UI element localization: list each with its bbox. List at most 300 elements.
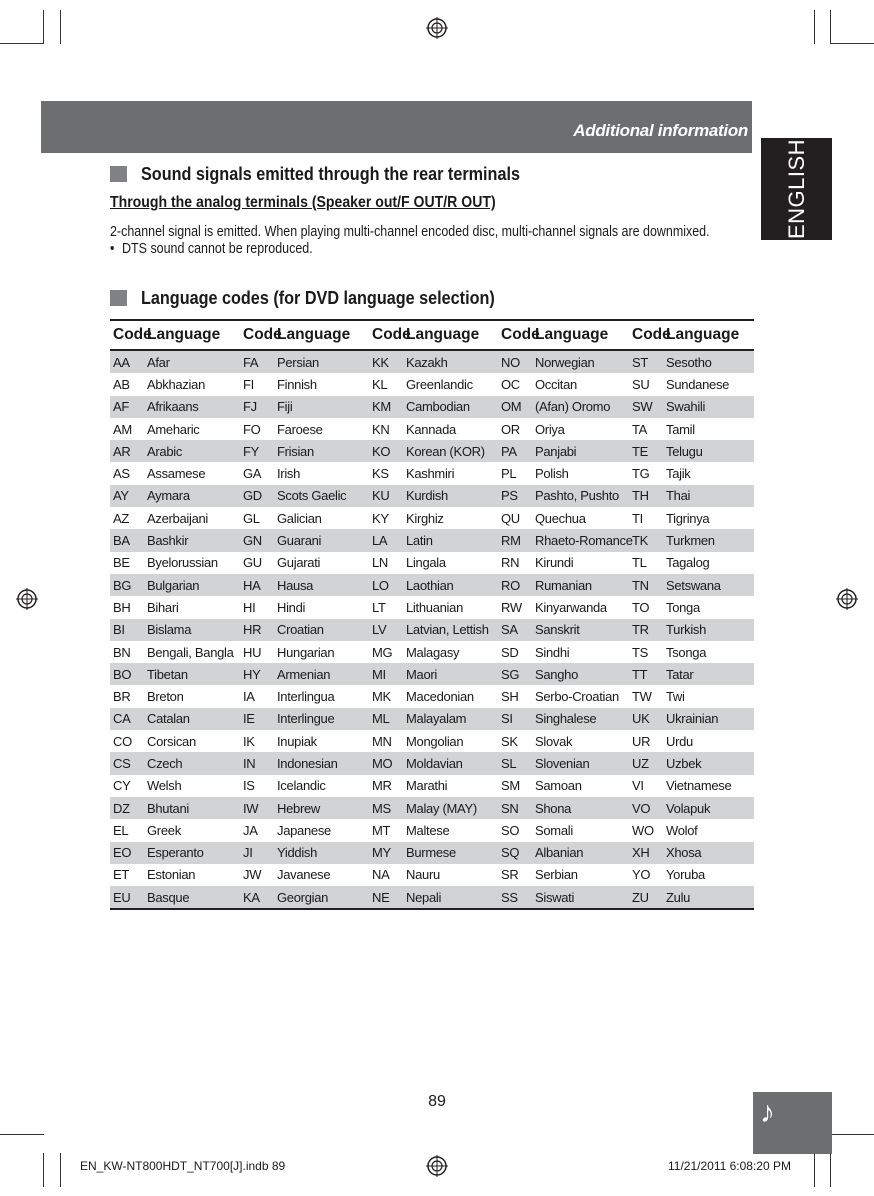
language-code-cell: KY [372, 510, 389, 526]
header-language: Language [532, 320, 629, 350]
table-row [110, 752, 754, 774]
language-name-cell: Kinyarwanda [535, 599, 607, 615]
header-title: Additional information [573, 121, 748, 140]
language-code-cell: LO [369, 574, 403, 596]
language-code-cell: SQ [498, 842, 532, 864]
language-name-cell: Volapuk [663, 797, 754, 819]
crop-mark [814, 1153, 815, 1187]
language-name-cell: Bulgarian [144, 574, 240, 596]
table-row [110, 819, 754, 841]
language-code-cell: TI [632, 510, 643, 526]
language-code-cell: FI [243, 376, 254, 392]
language-code-cell: IE [240, 708, 274, 730]
language-name-cell: Laothian [403, 574, 498, 596]
language-code-cell: ST [629, 350, 663, 373]
table-row [110, 485, 754, 507]
language-code-cell: TW [632, 689, 652, 705]
language-code-cell: KM [369, 396, 403, 418]
language-name-cell: Twi [666, 689, 685, 705]
language-name-cell: Indonesian [274, 752, 369, 774]
language-code-cell: WO [632, 822, 654, 838]
language-name-cell: Samoan [535, 778, 582, 794]
table-row [110, 619, 754, 641]
crop-mark [830, 1153, 831, 1187]
language-code-cell: UR [632, 733, 651, 749]
language-name-cell: Vietnamese [666, 778, 732, 794]
language-name-cell: Urdu [666, 733, 693, 749]
language-code-cell: KS [372, 466, 389, 482]
language-code-cell: RW [501, 599, 522, 615]
language-code-cell: IK [243, 733, 255, 749]
language-name-cell: Nauru [406, 867, 440, 883]
language-code-cell: SO [501, 822, 520, 838]
language-name-cell: Malay (MAY) [403, 797, 498, 819]
language-code-cell: NE [369, 886, 403, 909]
language-code-cell: KA [240, 886, 274, 909]
language-name-cell: Sindhi [535, 644, 570, 660]
language-code-cell: KN [372, 421, 390, 437]
table-row [110, 641, 754, 663]
language-code-cell: TN [629, 574, 663, 596]
language-name-cell: Galician [277, 510, 322, 526]
language-code-cell: CA [110, 708, 144, 730]
language-name-cell: Interlingue [274, 708, 369, 730]
language-name-cell: Panjabi [532, 440, 629, 462]
language-code-table [110, 319, 754, 910]
language-name-cell: Singhalese [532, 708, 629, 730]
header-code: Code [629, 320, 663, 350]
language-name-cell: Bihari [147, 599, 179, 615]
language-name-cell: Cambodian [403, 396, 498, 418]
registration-mark-icon [426, 1155, 448, 1177]
language-name-cell: Arabic [144, 440, 240, 462]
language-name-cell: Sanskrit [532, 619, 629, 641]
language-code-cell: NA [372, 867, 390, 883]
language-name-cell: Guarani [274, 529, 369, 551]
language-name-cell: Czech [144, 752, 240, 774]
table-row [110, 552, 754, 574]
header-code: Code [110, 320, 144, 350]
language-code-cell: EU [110, 886, 144, 909]
language-name-cell: Serbian [535, 867, 578, 883]
registration-mark-icon [426, 17, 448, 39]
table-row [110, 708, 754, 730]
registration-mark-icon [836, 588, 858, 610]
crop-mark [43, 1153, 44, 1187]
language-code-cell: KO [369, 440, 403, 462]
language-code-cell: TH [629, 485, 663, 507]
language-code-cell: YO [632, 867, 651, 883]
language-code-cell: BH [113, 599, 131, 615]
language-name-cell: Japanese [277, 822, 331, 838]
language-name-cell: Latin [403, 529, 498, 551]
section-square-icon [110, 290, 127, 306]
language-code-cell: TS [632, 644, 649, 660]
language-name-cell: Greek [147, 822, 181, 838]
language-name-cell: Turkish [663, 619, 754, 641]
language-code-cell: AS [113, 466, 130, 482]
language-name-cell: Norwegian [532, 350, 629, 373]
language-code-cell: SS [498, 886, 532, 909]
language-code-cell: AY [110, 485, 144, 507]
language-name-cell: Afar [144, 350, 240, 373]
language-name-cell: Javanese [277, 867, 331, 883]
language-code-cell: PL [501, 466, 517, 482]
language-code-cell: QU [501, 510, 520, 526]
table-row [110, 574, 754, 596]
language-code-cell: KU [369, 485, 403, 507]
language-name-cell: Catalan [144, 708, 240, 730]
language-name-cell: Uzbek [663, 752, 754, 774]
language-code-cell: OC [501, 376, 520, 392]
table-row [110, 864, 754, 886]
language-code-cell: IA [243, 689, 255, 705]
table-row [110, 529, 754, 551]
table-row [110, 663, 754, 685]
language-name-cell: Croatian [274, 619, 369, 641]
language-code-cell: LN [372, 555, 389, 571]
language-code-cell: ML [369, 708, 403, 730]
language-code-cell: MO [369, 752, 403, 774]
language-code-cell: CS [110, 752, 144, 774]
language-tab [761, 138, 832, 240]
footer-file: EN_KW-NT800HDT_NT700[J].indb 89 [80, 1159, 286, 1173]
table-row [110, 685, 754, 707]
language-code-cell: TA [632, 421, 648, 437]
header-code: Code [498, 320, 532, 350]
language-name-cell: Tajik [666, 466, 691, 482]
music-tab [753, 1092, 832, 1154]
language-name-cell: Polish [535, 466, 569, 482]
language-code-cell: JI [240, 842, 274, 864]
language-code-cell: SL [498, 752, 532, 774]
bullet-dot-icon: • [110, 241, 115, 257]
language-code-cell: BI [110, 619, 144, 641]
language-name-cell: Hebrew [274, 797, 369, 819]
table-row [110, 418, 754, 440]
language-name-cell: Thai [663, 485, 754, 507]
language-name-cell: Interlingua [277, 689, 335, 705]
page-number: 89 [428, 1093, 446, 1110]
language-code-cell: EL [113, 822, 129, 838]
table-body [110, 350, 754, 909]
language-code-cell: MS [369, 797, 403, 819]
crop-mark [830, 10, 831, 44]
language-name-cell: Assamese [147, 466, 206, 482]
language-name-cell: Pashto, Pushto [532, 485, 629, 507]
language-code-cell: EO [110, 842, 144, 864]
language-name-cell: Slovenian [532, 752, 629, 774]
language-code-cell: MT [372, 822, 391, 838]
language-name-cell: Bislama [144, 619, 240, 641]
language-name-cell: Shona [532, 797, 629, 819]
language-name-cell: Malagasy [406, 644, 460, 660]
language-code-cell: AR [110, 440, 144, 462]
language-name-cell: Frisian [274, 440, 369, 462]
language-name-cell: Macedonian [406, 689, 474, 705]
language-name-cell: Tigrinya [666, 510, 710, 526]
language-code-cell: RM [498, 529, 532, 551]
language-code-cell: SK [501, 733, 518, 749]
table-row [110, 507, 754, 529]
language-name-cell: Rumanian [532, 574, 629, 596]
language-code-cell: GN [240, 529, 274, 551]
language-name-cell: Oriya [535, 421, 565, 437]
language-code-cell: CY [113, 778, 131, 794]
language-code-cell: IN [240, 752, 274, 774]
paragraph-2ch-signal: 2-channel signal is emitted. When playing multi-channel encoded disc, multi-channel signals are downmixed. [110, 224, 710, 240]
language-name-cell: Lingala [406, 555, 446, 571]
language-name-cell: Bengali, Bangla [147, 644, 234, 660]
language-name-cell: Quechua [535, 510, 586, 526]
language-name-cell: Moldavian [403, 752, 498, 774]
language-code-cell: MK [372, 689, 391, 705]
language-code-cell: TT [629, 663, 663, 685]
language-code-cell: GD [240, 485, 274, 507]
language-name-cell: Tagalog [666, 555, 710, 571]
language-code-cell: MY [369, 842, 403, 864]
language-code-cell: ZU [629, 886, 663, 909]
language-name-cell: Maltese [406, 822, 450, 838]
registration-mark-icon [16, 588, 38, 610]
language-code-cell: DZ [110, 797, 144, 819]
language-code-cell: LA [369, 529, 403, 551]
language-name-cell: Sesotho [663, 350, 754, 373]
language-name-cell: Kashmiri [406, 466, 455, 482]
language-name-cell: Finnish [277, 376, 317, 392]
language-name-cell: Kazakh [403, 350, 498, 373]
language-code-cell: TK [629, 529, 663, 551]
language-name-cell: Inupiak [277, 733, 317, 749]
bullet-text: DTS sound cannot be reproduced. [122, 241, 313, 257]
header-code: Code [240, 320, 274, 350]
language-code-cell: HY [240, 663, 274, 685]
language-name-cell: Ameharic [147, 421, 200, 437]
language-name-cell: Armenian [274, 663, 369, 685]
language-name-cell: Aymara [144, 485, 240, 507]
table-row [110, 440, 754, 462]
language-code-cell: SI [498, 708, 532, 730]
language-name-cell: Scots Gaelic [274, 485, 369, 507]
section-square-icon [110, 166, 127, 182]
language-tab-label: ENGLISH [783, 138, 809, 240]
language-code-cell: OR [501, 421, 520, 437]
language-name-cell: Faroese [277, 421, 323, 437]
crop-mark [0, 1134, 44, 1135]
language-code-cell: BN [113, 644, 131, 660]
table-row [110, 730, 754, 752]
language-code-cell: UK [629, 708, 663, 730]
table-row [110, 462, 754, 484]
language-code-cell: KK [369, 350, 403, 373]
language-code-cell: KL [372, 376, 388, 392]
language-code-cell: HR [240, 619, 274, 641]
language-code-cell: SU [632, 376, 650, 392]
language-name-cell: Kannada [406, 421, 456, 437]
crop-mark [43, 10, 44, 44]
language-code-cell: TR [629, 619, 663, 641]
language-name-cell: Yiddish [274, 842, 369, 864]
language-name-cell: Xhosa [663, 842, 754, 864]
language-code-cell: MG [372, 644, 393, 660]
language-name-cell: Marathi [406, 778, 448, 794]
crop-mark [60, 10, 61, 44]
crop-mark [830, 1134, 874, 1135]
language-name-cell: Swahili [663, 396, 754, 418]
language-name-cell: Tibetan [144, 663, 240, 685]
header-language: Language [403, 320, 498, 350]
table-row [110, 886, 754, 909]
language-name-cell: Icelandic [277, 778, 326, 794]
language-code-cell: BO [110, 663, 144, 685]
language-name-cell: Yoruba [666, 867, 705, 883]
music-note-icon: ♪ [760, 1096, 775, 1129]
crop-mark [830, 43, 874, 44]
language-name-cell: Nepali [403, 886, 498, 909]
header-code: Code [369, 320, 403, 350]
language-name-cell: Sundanese [666, 376, 730, 392]
table-header-row [110, 320, 754, 350]
language-code-cell: VI [632, 778, 644, 794]
language-code-cell: VO [629, 797, 663, 819]
language-name-cell: Georgian [274, 886, 369, 909]
language-code-cell: CO [113, 733, 132, 749]
language-name-cell: Breton [147, 689, 184, 705]
language-name-cell: Bhutani [144, 797, 240, 819]
language-name-cell: Rhaeto-Romance [532, 529, 629, 551]
language-code-cell: FO [243, 421, 261, 437]
language-name-cell: Ukrainian [663, 708, 754, 730]
language-name-cell: Tatar [663, 663, 754, 685]
language-name-cell: Hungarian [277, 644, 335, 660]
bullet-dts [110, 241, 313, 257]
language-name-cell: Wolof [666, 822, 698, 838]
language-name-cell: Tamil [666, 421, 695, 437]
header-language: Language [663, 320, 754, 350]
language-name-cell: Welsh [147, 778, 182, 794]
language-name-cell: Zulu [663, 886, 754, 909]
language-code-cell: PA [498, 440, 532, 462]
crop-mark [60, 1153, 61, 1187]
language-name-cell: Hausa [274, 574, 369, 596]
language-name-cell: Serbo-Croatian [535, 689, 619, 705]
language-name-cell: Abkhazian [147, 376, 206, 392]
language-code-cell: OM [498, 396, 532, 418]
language-name-cell: Bashkir [144, 529, 240, 551]
language-name-cell: Tonga [666, 599, 700, 615]
language-name-cell: Afrikaans [144, 396, 240, 418]
language-name-cell: Burmese [403, 842, 498, 864]
language-code-cell: SG [498, 663, 532, 685]
language-code-cell: LT [372, 599, 386, 615]
language-name-cell: Turkmen [663, 529, 754, 551]
language-code-cell: TG [632, 466, 650, 482]
language-name-cell: Kirghiz [406, 510, 444, 526]
language-code-cell: JW [243, 867, 262, 883]
language-name-cell: Esperanto [144, 842, 240, 864]
language-code-cell: AB [113, 376, 130, 392]
language-name-cell: Irish [277, 466, 301, 482]
language-code-cell: TO [632, 599, 650, 615]
language-name-cell: Kurdish [403, 485, 498, 507]
table-row [110, 797, 754, 819]
language-name-cell: Azerbaijani [147, 510, 209, 526]
language-code-cell: IS [243, 778, 255, 794]
language-code-cell: BR [113, 689, 131, 705]
section-heading-text: Language codes (for DVD language selection) [141, 288, 495, 308]
table-row [110, 842, 754, 864]
language-code-cell: UZ [629, 752, 663, 774]
header-language: Language [274, 320, 369, 350]
language-code-cell: ET [113, 867, 130, 883]
language-code-cell: HI [243, 599, 256, 615]
language-code-cell: XH [629, 842, 663, 864]
language-code-cell: NO [498, 350, 532, 373]
language-code-cell: GL [243, 510, 260, 526]
language-name-cell: Setswana [663, 574, 754, 596]
language-name-cell: Corsican [147, 733, 196, 749]
language-name-cell: (Afan) Oromo [532, 396, 629, 418]
language-code-cell: JA [243, 822, 258, 838]
table-row [110, 350, 754, 373]
language-code-cell: RO [498, 574, 532, 596]
language-code-cell: SW [629, 396, 663, 418]
language-code-cell: PS [498, 485, 532, 507]
language-code-cell: TE [629, 440, 663, 462]
subheading-analog-terminals: Through the analog terminals (Speaker out/F OUT/R OUT) [110, 194, 496, 211]
crop-mark [814, 10, 815, 44]
language-name-cell: Gujarati [277, 555, 321, 571]
language-code-cell: AZ [113, 510, 130, 526]
language-name-cell: Hindi [277, 599, 306, 615]
language-code-cell: SN [498, 797, 532, 819]
language-code-cell: AA [110, 350, 144, 373]
crop-mark [0, 43, 44, 44]
language-name-cell: Persian [274, 350, 369, 373]
language-code-cell: BE [113, 555, 130, 571]
language-name-cell: Sangho [532, 663, 629, 685]
table-row [110, 396, 754, 418]
language-name-cell: Latvian, Lettish [403, 619, 498, 641]
language-code-cell: LV [369, 619, 403, 641]
language-name-cell: Basque [144, 886, 240, 909]
language-name-cell: Mongolian [406, 733, 464, 749]
language-code-cell: TL [632, 555, 647, 571]
language-name-cell: Lithuanian [406, 599, 463, 615]
language-code-cell: BA [110, 529, 144, 551]
language-code-cell: FJ [240, 396, 274, 418]
language-code-cell: BG [110, 574, 144, 596]
footer-timestamp: 11/21/2011 6:08:20 PM [668, 1159, 791, 1173]
language-name-cell: Byelorussian [147, 555, 218, 571]
language-code-cell: MI [369, 663, 403, 685]
language-code-cell: SR [501, 867, 519, 883]
language-code-cell: SH [501, 689, 519, 705]
language-code-cell: GA [243, 466, 262, 482]
language-code-cell: SA [498, 619, 532, 641]
language-code-cell: RN [501, 555, 520, 571]
language-code-cell: FA [240, 350, 274, 373]
language-name-cell: Occitan [535, 376, 577, 392]
language-code-cell: SD [501, 644, 519, 660]
language-name-cell: Greenlandic [406, 376, 473, 392]
language-code-cell: AM [113, 421, 132, 437]
language-code-cell: IW [240, 797, 274, 819]
language-code-cell: SM [501, 778, 520, 794]
language-name-cell: Kirundi [535, 555, 574, 571]
language-name-cell: Korean (KOR) [403, 440, 498, 462]
table-row [110, 373, 754, 395]
